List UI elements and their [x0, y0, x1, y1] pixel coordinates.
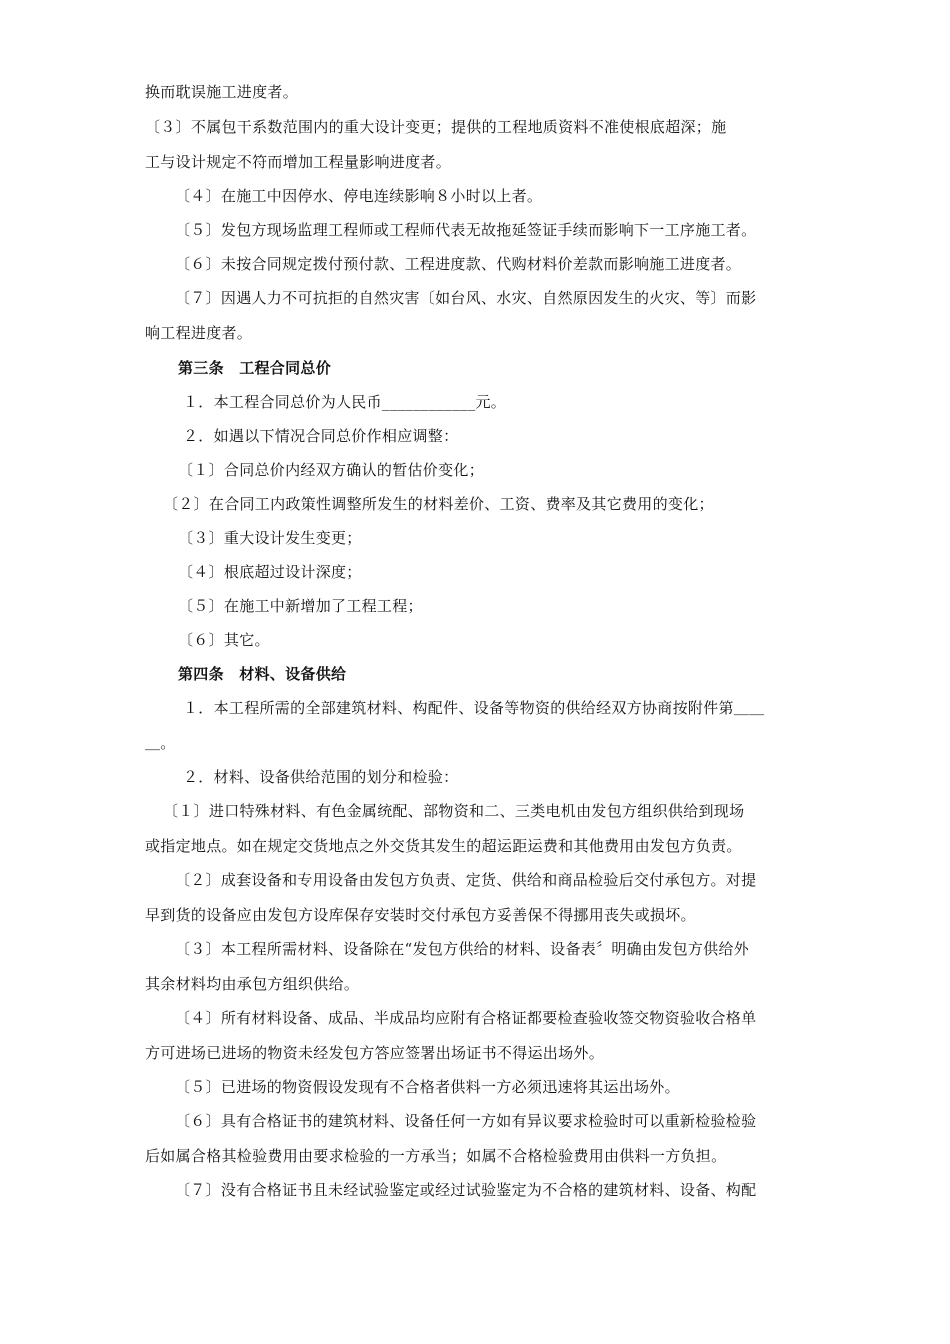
text-line-item-3-cont: 工与设计规定不符而增加工程量影响进度者。: [145, 153, 452, 171]
text-line-material-3: 〔３〕本工程所需材料、设备除在“发包方供给的材料、设备表〞明确由发包方供给外: [175, 940, 750, 958]
section-heading-article-3: 第三条 工程合同总价: [178, 359, 332, 377]
text-line-material-4-cont: 方可进场已进场的物资未经发包方答应签署出场证书不得运出场外。: [145, 1044, 605, 1062]
text-line-material-1: 〔１〕进口特殊材料、有色金属统配、部物资和二、三类电机由发包方组织供给到现场: [163, 802, 745, 820]
text-line-item-7-delay: 〔７〕因遇人力不可抗拒的自然灾害〔如台风、水灾、自然原因发生的火灾、等〕而影: [175, 289, 757, 307]
text-line-item-5-delay: 〔５〕发包方现场监理工程师或工程师代表无故拖延签证手续而影响下一工序施工者。: [175, 221, 757, 239]
text-line-total-price: １．本工程合同总价为人民币____________元。: [183, 393, 507, 411]
text-line-material-2-cont: 早到货的设备应由发包方设库保存安装时交付承包方妥善保不得挪用丧失或损坏。: [145, 906, 696, 924]
text-line-adjust-6: 〔６〕其它。: [178, 631, 270, 649]
text-line-item-6-delay: 〔６〕未按合同规定拨付预付款、工程进度款、代购材料价差款而影响施工进度者。: [175, 255, 742, 273]
text-line-material-6-cont: 后如属合格其检验费用由要求检验的一方承当；如属不合格检验费用由供料一方负担。: [145, 1147, 727, 1165]
text-line-adjust-5: 〔５〕在施工中新增加了工程工程；: [178, 597, 423, 615]
text-line-material-3-cont: 其余材料均由承包方组织供给。: [145, 975, 360, 993]
text-line-material-6: 〔６〕具有合格证书的建筑材料、设备任何一方如有异议要求检验时可以重新检验检验: [175, 1112, 757, 1130]
section-heading-article-4: 第四条 材料、设备供给: [178, 665, 347, 683]
text-line-material-7: 〔７〕没有合格证书且未经试验鉴定或经过试验鉴定为不合格的建筑材料、设备、构配: [175, 1181, 757, 1199]
text-line-item-4-delay: 〔４〕在施工中因停水、停电连续影响８小时以上者。: [175, 187, 543, 205]
text-line-supply-1-cont: ＿。: [145, 734, 176, 752]
text-line-item-7-cont: 响工程进度者。: [145, 324, 253, 342]
text-line-price-adjustment: ２．如遇以下情况合同总价作相应调整：: [183, 427, 459, 445]
text-line-material-1-cont: 或指定地点。如在规定交货地点之外交货其发生的超运距运费和其他费用由发包方负责。: [145, 837, 742, 855]
text-line-material-2: 〔２〕成套设备和专用设备由发包方负责、定货、供给和商品检验后交付承包方。对提: [175, 871, 757, 889]
text-line-adjust-2: 〔２〕在合同工内政策性调整所发生的材料差价、工资、费率及其它费用的变化；: [163, 495, 714, 513]
text-line-adjust-3: 〔３〕重大设计发生变更；: [178, 529, 362, 547]
text-line-supply-1: １．本工程所需的全部建筑材料、构配件、设备等物资的供给经双方协商按附件第＿＿: [183, 699, 765, 717]
text-line-continuation: 换而耽误施工进度者。: [145, 83, 299, 101]
text-line-adjust-1: 〔１〕合同总价内经双方确认的暂估价变化；: [178, 461, 485, 479]
text-line-material-5: 〔５〕已进场的物资假设发现有不合格者供料一方必须迅速将其运出场外。: [175, 1078, 680, 1096]
text-line-material-4: 〔４〕所有材料设备、成品、半成品均应附有合格证都要检查验收签交物资验收合格单: [175, 1009, 757, 1027]
text-line-item-3-delay: 〔３〕不属包干系数范围内的重大设计变更；提供的工程地质资料不准使根底超深；施: [145, 118, 727, 136]
text-line-supply-2: ２．材料、设备供给范围的划分和检验：: [183, 768, 459, 786]
text-line-adjust-4: 〔４〕根底超过设计深度；: [178, 563, 362, 581]
